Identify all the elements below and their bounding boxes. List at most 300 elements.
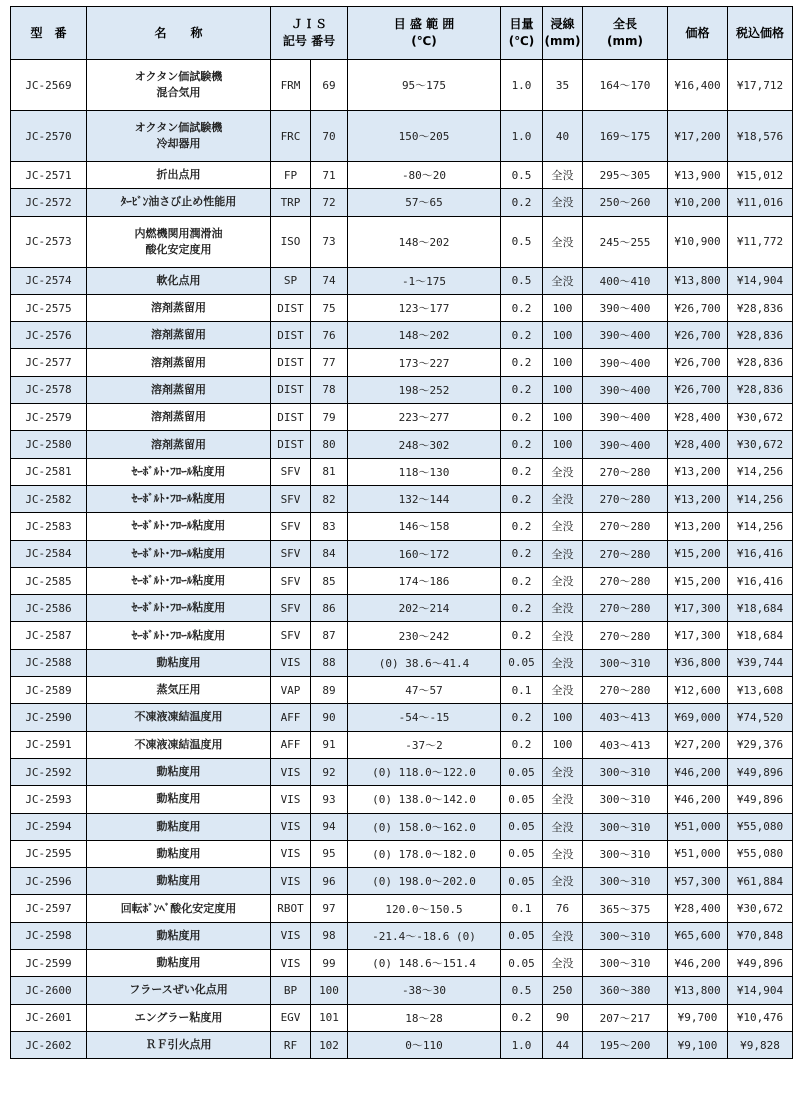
header-immersion: 浸線 (mm): [543, 7, 583, 60]
cell-price-tax: ¥74,520: [728, 704, 793, 731]
cell-name-line: 溶剤蒸留用: [151, 437, 206, 451]
cell-name: [87, 758, 271, 785]
cell-jis-number: 97: [311, 895, 348, 922]
cell-jis-symbol: SFV: [271, 622, 311, 649]
cell-name-line: 溶剤蒸留用: [151, 301, 206, 315]
cell-division: 0.05: [501, 922, 543, 949]
cell-name-line: 折出点用: [156, 168, 201, 182]
cell-jis-symbol: DIST: [271, 376, 311, 403]
header-range: 目 盛 範 囲 (℃): [348, 7, 501, 60]
cell-division: 1.0: [501, 111, 543, 162]
cell-name: [87, 162, 271, 189]
cell-range: -1～175: [348, 267, 501, 294]
cell-name-line: 動粘度用: [156, 928, 201, 942]
table-row: [11, 1031, 793, 1058]
cell-division: 0.05: [501, 786, 543, 813]
cell-division: 0.05: [501, 813, 543, 840]
cell-jis-number: 86: [311, 595, 348, 622]
cell-jis-number: 79: [311, 404, 348, 431]
cell-model: JC-2586: [11, 595, 87, 622]
cell-model: JC-2599: [11, 950, 87, 977]
cell-jis-symbol: SFV: [271, 595, 311, 622]
cell-model: JC-2575: [11, 294, 87, 321]
cell-price-tax: ¥18,684: [728, 595, 793, 622]
cell-immersion: 全没: [543, 267, 583, 294]
cell-range: 230～242: [348, 622, 501, 649]
cell-length: 390～400: [583, 404, 668, 431]
cell-immersion: 100: [543, 322, 583, 349]
cell-range: (0) 158.0～162.0: [348, 813, 501, 840]
cell-name: [87, 189, 271, 216]
cell-length: 270～280: [583, 622, 668, 649]
cell-division: 0.2: [501, 622, 543, 649]
table-row: [11, 895, 793, 922]
table-row: [11, 540, 793, 567]
cell-immersion: 全没: [543, 513, 583, 540]
cell-immersion: 40: [543, 111, 583, 162]
cell-name-line: 蒸気圧用: [156, 683, 201, 697]
cell-division: 0.5: [501, 267, 543, 294]
cell-immersion: 100: [543, 404, 583, 431]
cell-jis-number: 88: [311, 649, 348, 676]
cell-division: 0.05: [501, 758, 543, 785]
cell-price: ¥9,700: [668, 1004, 728, 1031]
cell-model: JC-2590: [11, 704, 87, 731]
cell-model: JC-2574: [11, 267, 87, 294]
cell-jis-symbol: DIST: [271, 431, 311, 458]
cell-price: ¥51,000: [668, 813, 728, 840]
cell-price: ¥17,300: [668, 595, 728, 622]
table-row: [11, 458, 793, 485]
cell-model: JC-2597: [11, 895, 87, 922]
cell-name-line: 溶剤蒸留用: [151, 328, 206, 342]
cell-price-tax: ¥17,712: [728, 60, 793, 111]
header-row: [11, 7, 793, 60]
cell-name: [87, 622, 271, 649]
table-row: [11, 622, 793, 649]
cell-division: 0.2: [501, 294, 543, 321]
table-row: [11, 322, 793, 349]
cell-price: ¥16,400: [668, 60, 728, 111]
cell-jis-number: 76: [311, 322, 348, 349]
cell-name-line: 軟化点用: [156, 273, 201, 287]
cell-model: JC-2589: [11, 677, 87, 704]
cell-name-line: 不凍液凍結温度用: [134, 710, 223, 724]
table-row: [11, 649, 793, 676]
cell-jis-symbol: SFV: [271, 485, 311, 512]
cell-immersion: 35: [543, 60, 583, 111]
cell-price-tax: ¥10,476: [728, 1004, 793, 1031]
cell-name: [87, 294, 271, 321]
cell-model: JC-2601: [11, 1004, 87, 1031]
table-row: [11, 376, 793, 403]
cell-name-line: エングラー粘度用: [134, 1010, 223, 1024]
cell-name-line: 動粘度用: [156, 792, 201, 806]
cell-division: 0.2: [501, 376, 543, 403]
cell-name-line: 動粘度用: [156, 874, 201, 888]
cell-price: ¥26,700: [668, 349, 728, 376]
cell-name-line: ﾀｰﾋﾞﾝ油さび止め性能用: [120, 195, 237, 209]
cell-range: 123～177: [348, 294, 501, 321]
cell-range: 146～158: [348, 513, 501, 540]
cell-name-line: ｾｰﾎﾞﾙﾄ･ﾌﾛｰﾙ粘度用: [131, 574, 226, 587]
cell-length: 300～310: [583, 922, 668, 949]
cell-name: [87, 704, 271, 731]
table-row: [11, 1004, 793, 1031]
cell-division: 0.2: [501, 485, 543, 512]
cell-division: 0.2: [501, 349, 543, 376]
cell-price: ¥13,900: [668, 162, 728, 189]
cell-price-tax: ¥11,016: [728, 189, 793, 216]
cell-jis-symbol: EGV: [271, 1004, 311, 1031]
cell-division: 0.1: [501, 895, 543, 922]
header-name: 名 称: [87, 7, 271, 60]
cell-length: 270～280: [583, 595, 668, 622]
cell-length: 300～310: [583, 950, 668, 977]
cell-jis-number: 69: [311, 60, 348, 111]
header-jis-title: ＪＩＳ: [290, 17, 327, 31]
cell-length: 365～375: [583, 895, 668, 922]
cell-immersion: 全没: [543, 649, 583, 676]
cell-length: 295～305: [583, 162, 668, 189]
cell-jis-number: 102: [311, 1031, 348, 1058]
cell-name-line: ｾｰﾎﾞﾙﾄ･ﾌﾛｰﾙ粘度用: [131, 601, 226, 615]
cell-jis-symbol: FRC: [271, 111, 311, 162]
cell-range: 198～252: [348, 376, 501, 403]
table-row: [11, 349, 793, 376]
cell-jis-symbol: VIS: [271, 950, 311, 977]
thermometer-price-table: [10, 6, 793, 1059]
cell-price: ¥10,900: [668, 216, 728, 267]
cell-name: [87, 431, 271, 458]
cell-price-tax: ¥30,672: [728, 895, 793, 922]
cell-jis-number: 98: [311, 922, 348, 949]
cell-jis-number: 82: [311, 485, 348, 512]
cell-division: 1.0: [501, 60, 543, 111]
cell-name-line: 不凍液凍結温度用: [134, 737, 223, 751]
header-jis-sub: 記号 番号: [282, 34, 336, 48]
cell-model: JC-2602: [11, 1031, 87, 1058]
cell-price: ¥15,200: [668, 567, 728, 594]
cell-price: ¥69,000: [668, 704, 728, 731]
cell-name: [87, 540, 271, 567]
cell-jis-number: 81: [311, 458, 348, 485]
cell-model: JC-2596: [11, 868, 87, 895]
cell-jis-number: 83: [311, 513, 348, 540]
cell-jis-symbol: VAP: [271, 677, 311, 704]
cell-range: -80～20: [348, 162, 501, 189]
cell-immersion: 全没: [543, 677, 583, 704]
cell-division: 0.05: [501, 840, 543, 867]
cell-name: [87, 458, 271, 485]
cell-price: ¥28,400: [668, 404, 728, 431]
cell-price: ¥10,200: [668, 189, 728, 216]
price-table-container: [10, 6, 792, 1059]
cell-name-line: 動粘度用: [156, 819, 201, 833]
cell-immersion: 全没: [543, 540, 583, 567]
cell-price-tax: ¥14,904: [728, 977, 793, 1004]
table-row: [11, 513, 793, 540]
cell-jis-number: 92: [311, 758, 348, 785]
cell-name: [87, 216, 271, 267]
cell-jis-symbol: SFV: [271, 540, 311, 567]
cell-jis-symbol: DIST: [271, 322, 311, 349]
cell-model: JC-2578: [11, 376, 87, 403]
cell-price: ¥26,700: [668, 376, 728, 403]
cell-jis-number: 99: [311, 950, 348, 977]
cell-length: 400～410: [583, 267, 668, 294]
table-row: [11, 731, 793, 758]
table-row: [11, 840, 793, 867]
table-row: [11, 704, 793, 731]
cell-price: ¥26,700: [668, 322, 728, 349]
cell-name: [87, 950, 271, 977]
cell-length: 169～175: [583, 111, 668, 162]
cell-range: (0) 178.0～182.0: [348, 840, 501, 867]
cell-price-tax: ¥49,896: [728, 950, 793, 977]
table-row: [11, 404, 793, 431]
cell-length: 300～310: [583, 786, 668, 813]
cell-immersion: 100: [543, 431, 583, 458]
cell-price: ¥17,300: [668, 622, 728, 649]
cell-jis-symbol: VIS: [271, 786, 311, 813]
cell-range: 150～205: [348, 111, 501, 162]
cell-division: 0.5: [501, 216, 543, 267]
table-row: [11, 950, 793, 977]
cell-range: (0) 38.6～41.4: [348, 649, 501, 676]
cell-price-tax: ¥9,828: [728, 1031, 793, 1058]
cell-name-line: オクタン価試験機: [134, 70, 223, 83]
cell-length: 390～400: [583, 431, 668, 458]
cell-price: ¥15,200: [668, 540, 728, 567]
cell-name-line: 動粘度用: [156, 655, 201, 669]
cell-immersion: 全没: [543, 567, 583, 594]
cell-price-tax: ¥49,896: [728, 758, 793, 785]
cell-model: JC-2600: [11, 977, 87, 1004]
cell-price-tax: ¥14,256: [728, 458, 793, 485]
cell-length: 360～380: [583, 977, 668, 1004]
cell-jis-number: 101: [311, 1004, 348, 1031]
cell-price-tax: ¥14,256: [728, 513, 793, 540]
cell-price-tax: ¥14,904: [728, 267, 793, 294]
cell-jis-symbol: ISO: [271, 216, 311, 267]
cell-model: JC-2571: [11, 162, 87, 189]
cell-price: ¥27,200: [668, 731, 728, 758]
cell-price: ¥36,800: [668, 649, 728, 676]
cell-immersion: 全没: [543, 922, 583, 949]
cell-price-tax: ¥70,848: [728, 922, 793, 949]
cell-immersion: 全没: [543, 758, 583, 785]
cell-range: 223～277: [348, 404, 501, 431]
cell-jis-symbol: DIST: [271, 404, 311, 431]
cell-name-line: 動粘度用: [156, 765, 201, 779]
cell-price-tax: ¥18,684: [728, 622, 793, 649]
cell-range: (0) 138.0～142.0: [348, 786, 501, 813]
cell-jis-symbol: VIS: [271, 813, 311, 840]
cell-model: JC-2585: [11, 567, 87, 594]
table-row: [11, 868, 793, 895]
cell-division: 0.2: [501, 540, 543, 567]
cell-price: ¥13,800: [668, 267, 728, 294]
cell-price-tax: ¥11,772: [728, 216, 793, 267]
cell-length: 245～255: [583, 216, 668, 267]
cell-jis-number: 89: [311, 677, 348, 704]
cell-division: 0.2: [501, 404, 543, 431]
cell-length: 300～310: [583, 813, 668, 840]
cell-immersion: 全没: [543, 189, 583, 216]
cell-model: JC-2588: [11, 649, 87, 676]
header-jis: [271, 7, 348, 60]
cell-division: 0.2: [501, 731, 543, 758]
header-length: 全長 (mm): [583, 7, 668, 60]
table-row: [11, 162, 793, 189]
cell-price-tax: ¥28,836: [728, 376, 793, 403]
cell-length: 300～310: [583, 649, 668, 676]
cell-price: ¥12,600: [668, 677, 728, 704]
cell-name: [87, 977, 271, 1004]
cell-length: 390～400: [583, 294, 668, 321]
table-row: [11, 567, 793, 594]
cell-jis-number: 91: [311, 731, 348, 758]
cell-range: -21.4～-18.6 (0): [348, 922, 501, 949]
cell-model: JC-2577: [11, 349, 87, 376]
cell-immersion: 100: [543, 704, 583, 731]
cell-immersion: 全没: [543, 595, 583, 622]
cell-price-tax: ¥16,416: [728, 540, 793, 567]
cell-jis-number: 87: [311, 622, 348, 649]
cell-division: 0.5: [501, 162, 543, 189]
table-row: [11, 758, 793, 785]
cell-price-tax: ¥18,576: [728, 111, 793, 162]
cell-name-line: 溶剤蒸留用: [151, 382, 206, 396]
cell-model: JC-2583: [11, 513, 87, 540]
cell-range: 18～28: [348, 1004, 501, 1031]
cell-price-tax: ¥39,744: [728, 649, 793, 676]
cell-model: JC-2576: [11, 322, 87, 349]
cell-name: [87, 322, 271, 349]
cell-jis-symbol: SFV: [271, 567, 311, 594]
cell-jis-symbol: VIS: [271, 868, 311, 895]
cell-model: JC-2573: [11, 216, 87, 267]
cell-range: -38～30: [348, 977, 501, 1004]
cell-range: 174～186: [348, 567, 501, 594]
cell-length: 250～260: [583, 189, 668, 216]
cell-jis-symbol: DIST: [271, 349, 311, 376]
cell-jis-number: 85: [311, 567, 348, 594]
cell-name: [87, 376, 271, 403]
cell-jis-number: 84: [311, 540, 348, 567]
table-row: [11, 431, 793, 458]
cell-range: 57～65: [348, 189, 501, 216]
cell-price-tax: ¥55,080: [728, 840, 793, 867]
cell-range: 120.0～150.5: [348, 895, 501, 922]
cell-jis-symbol: RF: [271, 1031, 311, 1058]
table-row: [11, 786, 793, 813]
cell-jis-number: 71: [311, 162, 348, 189]
cell-name: [87, 840, 271, 867]
cell-price-tax: ¥15,012: [728, 162, 793, 189]
cell-division: 0.1: [501, 677, 543, 704]
cell-immersion: 100: [543, 376, 583, 403]
table-row: [11, 189, 793, 216]
cell-length: 403～413: [583, 731, 668, 758]
cell-length: 403～413: [583, 704, 668, 731]
header-price: 価格: [668, 7, 728, 60]
cell-model: JC-2580: [11, 431, 87, 458]
cell-range: 47～57: [348, 677, 501, 704]
cell-name: [87, 922, 271, 949]
cell-name: [87, 677, 271, 704]
cell-length: 300～310: [583, 868, 668, 895]
cell-immersion: 全没: [543, 458, 583, 485]
cell-division: 0.2: [501, 704, 543, 731]
cell-range: 148～202: [348, 216, 501, 267]
cell-name: [87, 1031, 271, 1058]
cell-jis-number: 75: [311, 294, 348, 321]
cell-model: JC-2572: [11, 189, 87, 216]
cell-name: [87, 868, 271, 895]
table-row: [11, 813, 793, 840]
cell-price: ¥46,200: [668, 950, 728, 977]
cell-name: [87, 731, 271, 758]
cell-immersion: 全没: [543, 622, 583, 649]
cell-range: 132～144: [348, 485, 501, 512]
cell-division: 0.2: [501, 189, 543, 216]
cell-length: 390～400: [583, 322, 668, 349]
cell-jis-symbol: BP: [271, 977, 311, 1004]
cell-name: [87, 111, 271, 162]
cell-name: [87, 404, 271, 431]
cell-price: ¥28,400: [668, 895, 728, 922]
cell-immersion: 76: [543, 895, 583, 922]
cell-jis-symbol: VIS: [271, 922, 311, 949]
cell-division: 0.2: [501, 431, 543, 458]
cell-jis-symbol: SP: [271, 267, 311, 294]
cell-length: 195～200: [583, 1031, 668, 1058]
cell-immersion: 全没: [543, 216, 583, 267]
cell-immersion: 全没: [543, 786, 583, 813]
cell-range: 248～302: [348, 431, 501, 458]
cell-price: ¥46,200: [668, 758, 728, 785]
cell-price: ¥65,600: [668, 922, 728, 949]
cell-model: JC-2581: [11, 458, 87, 485]
cell-price-tax: ¥13,608: [728, 677, 793, 704]
cell-jis-number: 70: [311, 111, 348, 162]
table-row: [11, 216, 793, 267]
table-row: [11, 267, 793, 294]
cell-name-line: 溶剤蒸留用: [151, 410, 206, 424]
cell-name-line: フラースぜい化点用: [129, 983, 228, 997]
cell-jis-symbol: AFF: [271, 731, 311, 758]
cell-price-tax: ¥49,896: [728, 786, 793, 813]
header-model: 型 番: [11, 7, 87, 60]
cell-name: [87, 567, 271, 594]
cell-price-tax: ¥28,836: [728, 349, 793, 376]
cell-model: JC-2569: [11, 60, 87, 111]
cell-name: [87, 60, 271, 111]
cell-jis-number: 74: [311, 267, 348, 294]
cell-length: 270～280: [583, 513, 668, 540]
cell-range: (0) 198.0～202.0: [348, 868, 501, 895]
cell-length: 390～400: [583, 349, 668, 376]
cell-price: ¥13,800: [668, 977, 728, 1004]
table-row: [11, 677, 793, 704]
cell-name: [87, 813, 271, 840]
cell-jis-symbol: DIST: [271, 294, 311, 321]
cell-length: 270～280: [583, 567, 668, 594]
cell-jis-symbol: VIS: [271, 758, 311, 785]
cell-range: 160～172: [348, 540, 501, 567]
